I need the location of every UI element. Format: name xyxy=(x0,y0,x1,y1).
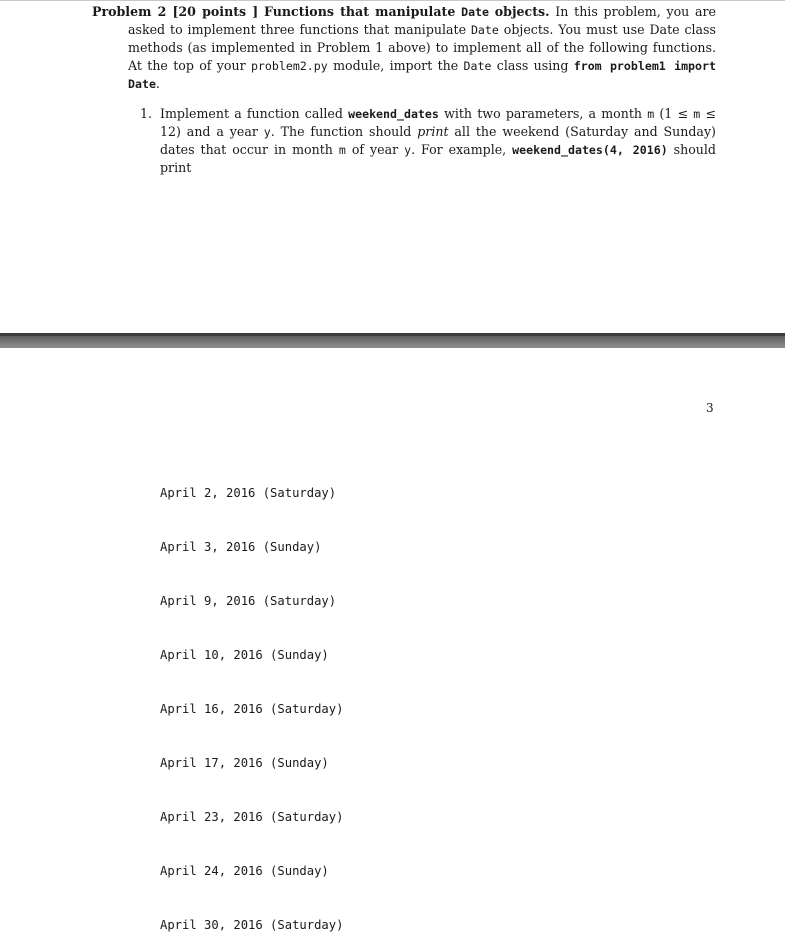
problem-heading-title: Functions that manipulate xyxy=(264,4,456,19)
task-1-text xyxy=(160,105,716,177)
month-variable-code-3: m xyxy=(338,143,346,157)
month-variable-code-2: m xyxy=(693,107,701,121)
intro-code-date: Date xyxy=(470,23,499,37)
output-line: April 30, 2016 (Saturday) xyxy=(160,918,344,932)
task-1-text-2: with two parameters, a month xyxy=(444,106,642,121)
output-line: April 17, 2016 (Sunday) xyxy=(160,756,329,770)
output-line: April 24, 2016 (Sunday) xyxy=(160,864,329,878)
intro-code-import: from problem1 import Date xyxy=(128,59,716,91)
problem-heading-code: Date xyxy=(461,5,490,19)
output-line: April 23, 2016 (Saturday) xyxy=(160,810,344,824)
problem-2-intro xyxy=(92,3,716,93)
output-line: April 16, 2016 (Saturday) xyxy=(160,702,344,716)
task-1-text-8: . For example, xyxy=(411,142,507,157)
problem-heading-prefix: Problem 2 [20 points ] xyxy=(92,4,259,19)
year-variable-code: y xyxy=(263,125,271,139)
task-1-text-4: ≤ 12) and a year xyxy=(160,106,716,139)
problem-2-section xyxy=(92,3,716,177)
task-1-text-6: all the weekend (Saturday and Sunday) dates that occur in month xyxy=(160,124,716,157)
intro-code-module: problem2.py xyxy=(250,59,328,73)
function-name-code: weekend_dates xyxy=(348,107,439,121)
intro-text-1: In this problem, you are asked to implement three functions that manipulate xyxy=(128,4,716,37)
intro-text-3: module, import the xyxy=(333,58,459,73)
task-1-text-3: (1 ≤ xyxy=(659,106,689,121)
problem-heading-end: objects. xyxy=(494,4,550,19)
output-line: April 10, 2016 (Sunday) xyxy=(160,648,329,662)
task-1-text-5: . The function should xyxy=(270,124,412,139)
task-1-emphasis: print xyxy=(417,124,449,139)
output-line: April 9, 2016 (Saturday) xyxy=(160,594,337,608)
task-1-text-9: should print xyxy=(160,142,716,175)
task-1-number: 1. xyxy=(140,106,153,121)
intro-text-4: class using xyxy=(496,58,569,73)
example-call-code: weekend_dates(4, 2016) xyxy=(512,143,668,157)
output-line: April 3, 2016 (Sunday) xyxy=(160,540,322,554)
intro-code-date-class: Date xyxy=(463,59,492,73)
task-1-text-7: of year xyxy=(351,142,399,157)
output-line: April 2, 2016 (Saturday) xyxy=(160,486,337,500)
task-1-text-1: Implement a function called xyxy=(160,106,343,121)
intro-text-5: . xyxy=(155,76,160,91)
page-number: 3 xyxy=(706,401,714,415)
year-variable-code-2: y xyxy=(404,143,412,157)
task-list xyxy=(92,105,716,177)
intro-text-2: objects. You must use Date class methods (as implemented in Problem 1 above) to implement all of the following functions. At the top of your xyxy=(128,22,716,73)
document-page-bottom xyxy=(0,348,785,617)
example-output-block xyxy=(160,448,343,952)
month-variable-code: m xyxy=(647,107,655,121)
page-separator xyxy=(0,333,785,348)
